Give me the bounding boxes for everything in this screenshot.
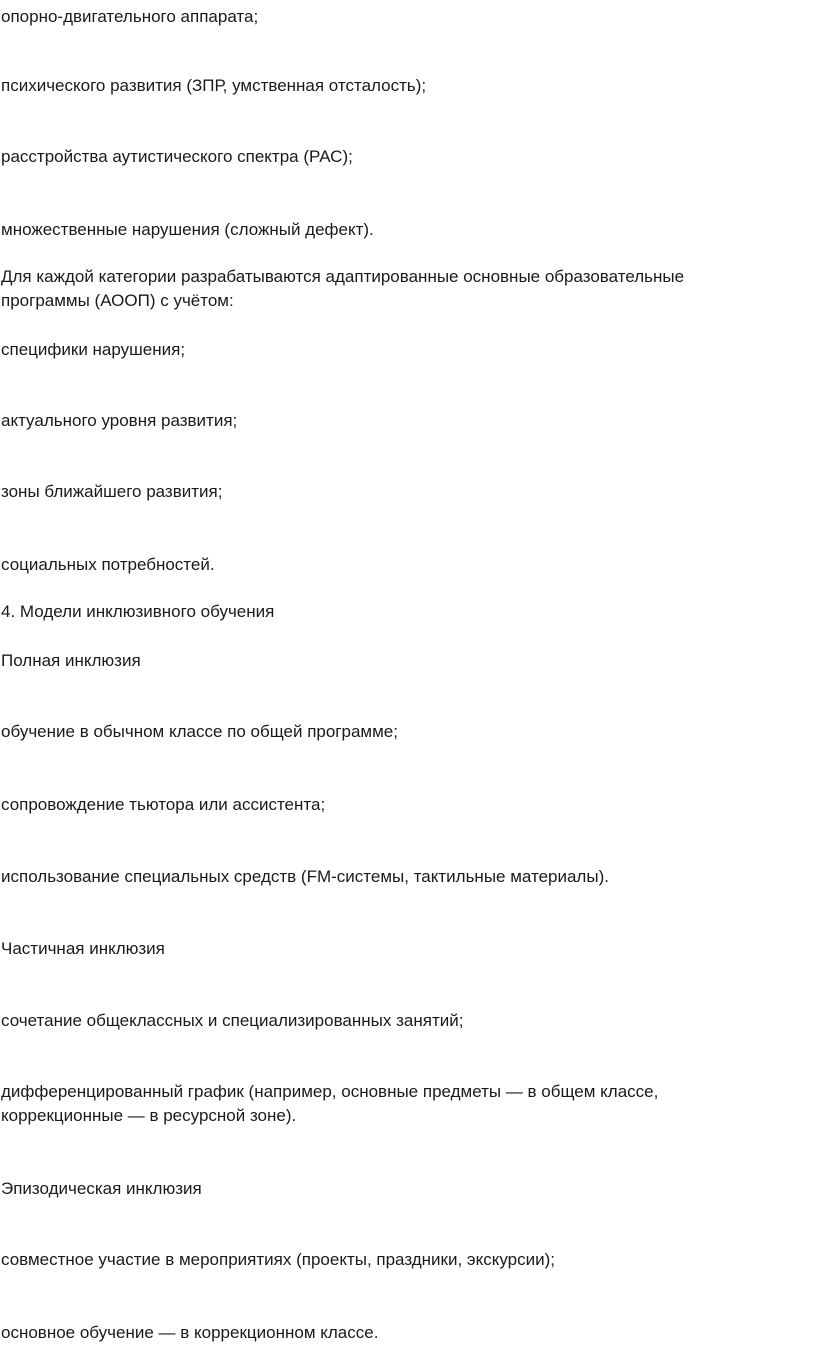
list-item-correctional-class: основное обучение — в коррекционном классе. <box>1 1323 379 1342</box>
section-heading-models: 4. Модели инклюзивного обучения <box>1 602 275 621</box>
list-item-differentiated-schedule: дифференцированный график (например, основные предметы — в общем классе, коррекционные — в ресурсной зоне). <box>1 1082 659 1125</box>
subheading-full-inclusion: Полная инклюзия <box>1 651 141 670</box>
list-item-mental-development: психического развития (ЗПР, умственная отсталость); <box>1 76 427 95</box>
subheading-partial-inclusion: Частичная инклюзия <box>1 939 165 958</box>
list-item-tutor: сопровождение тьютора или ассистента; <box>1 795 326 814</box>
subheading-episodic-inclusion: Эпизодическая инклюзия <box>1 1179 202 1198</box>
list-item-social-needs: социальных потребностей. <box>1 555 215 574</box>
paragraph-aoop: Для каждой категории разрабатываются адаптированные основные образовательные программы (АООП) с учётом: <box>1 267 685 310</box>
list-item-multiple-disorders: множественные нарушения (сложный дефект). <box>1 220 374 239</box>
list-item-special-means: использование специальных средств (FM-системы, тактильные материалы). <box>1 867 609 886</box>
list-item-combined-classes: сочетание общеклассных и специализированных занятий; <box>1 1011 464 1030</box>
list-item-regular-class: обучение в обычном классе по общей программе; <box>1 722 398 741</box>
list-item-proximal-zone: зоны ближайшего развития; <box>1 482 223 501</box>
list-item-joint-events: совместное участие в мероприятиях (проекты, праздники, экскурсии); <box>1 1250 555 1269</box>
list-item-current-level: актуального уровня развития; <box>1 411 238 430</box>
list-item-autism: расстройства аутистического спектра (РАС); <box>1 147 353 166</box>
list-item-specifics: специфики нарушения; <box>1 340 186 359</box>
list-item-musculoskeletal: опорно-двигательного аппарата; <box>1 7 259 26</box>
